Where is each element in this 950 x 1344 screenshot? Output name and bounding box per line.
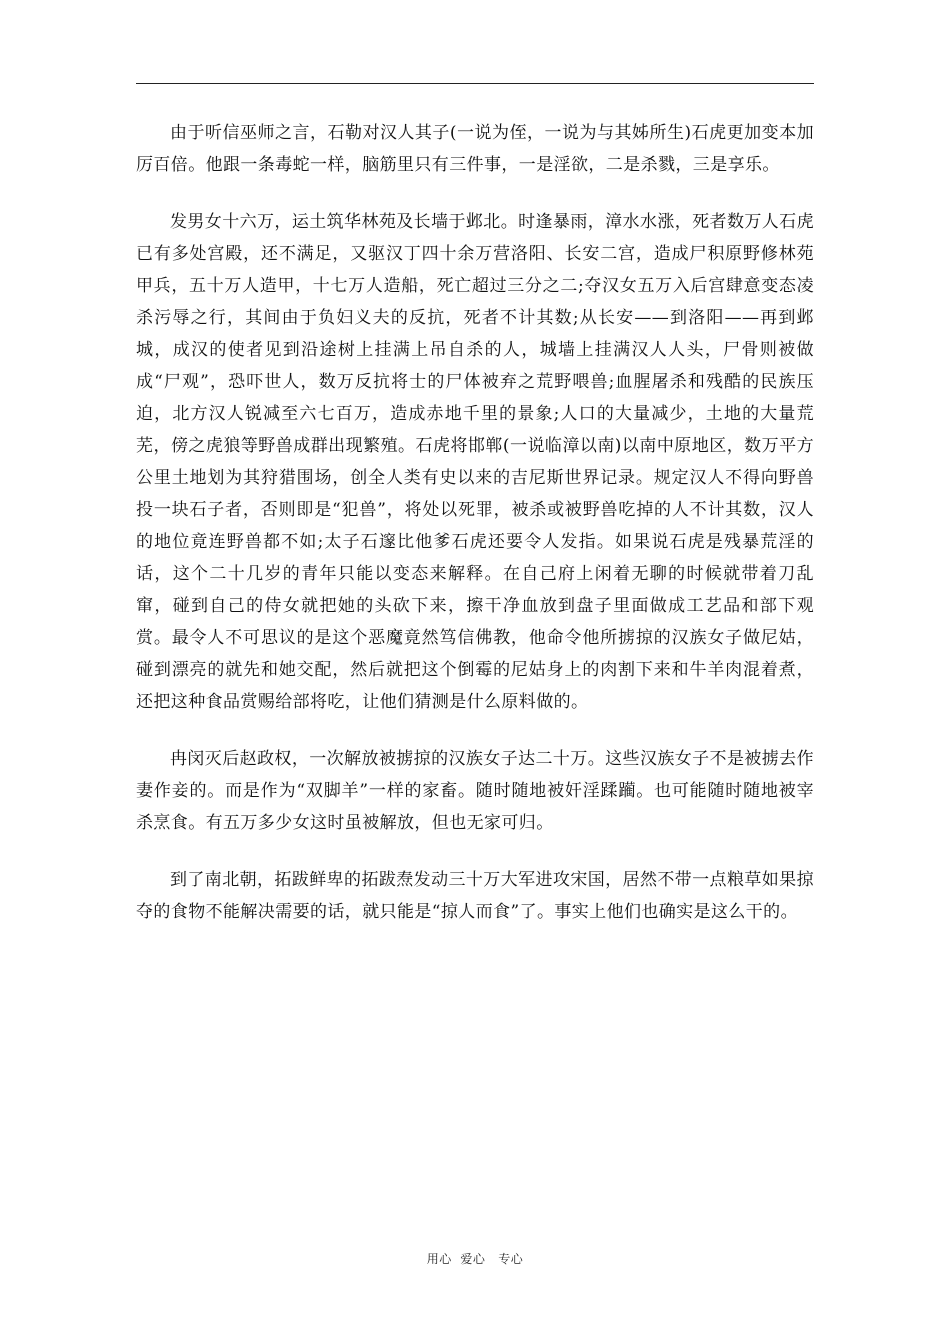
document-body (136, 117, 814, 952)
header-rule (136, 83, 814, 84)
page-footer: 用心 爱心 专心 (426, 1252, 524, 1266)
paragraph: 冉闵灭后赵政权，一次解放被掳掠的汉族女子达二十万。这些汉族女子不是被掳去作妻作妾的。而是作为“双脚羊”一样的家畜。随时随地被奸淫蹂躏。也可能随时随地被宰杀烹食。有五万多少女这时虽被解放，但也无家可归。 (136, 749, 814, 833)
paragraph: 由于听信巫师之言，石勒对汉人其子(一说为侄，一说为与其姊所生)石虎更加变本加厉百倍。他跟一条毒蛇一样，脑筋里只有三件事，一是淫欲，二是杀戮，三是享乐。 (136, 123, 814, 175)
paragraph: 到了南北朝，拓跋鲜卑的拓跋焘发动三十万大军进攻宋国，居然不带一点粮草如果掠夺的食物不能解决需要的话，就只能是“掠人而食”了。事实上他们也确实是这么干的。 (136, 870, 814, 922)
paragraph: 发男女十六万，运土筑华林苑及长墙于邺北。时逢暴雨，漳水水涨，死者数万人石虎已有多处宫殿，还不满足，又驱汉丁四十余万营洛阳、长安二宫，造成尸积原野修林苑甲兵，五十万人造甲，十七万人造船，死亡超过三分之二;夺汉女五万入后宫肆意变态凌杀污辱之行，其间由于负妇义夫的反抗，死者不计其数;从长安——到洛阳——再到邺城，成汉的使者见到沿途树上挂满上吊自杀的人，城墙上挂满汉人人头，尸骨则被做成“尸观”，恐吓世人，数万反抗将士的尸体被弃之荒野喂兽;血腥屠杀和残酷的民族压迫，北方汉人锐减至六七百万，造成赤地千里的景象;人口的大量减少，土地的大量荒芜，傍之虎狼等野兽成群出现繁殖。石虎将邯郸(一说临漳以南)以南中原地区，数万平方公里土地划为其狩猎围场，创全人类有史以来的吉尼斯世界记录。规定汉人不得向野兽投一块石子者，否则即是“犯兽”，将处以死罪，被杀或被野兽吃掉的人不计其数，汉人的地位竟连野兽都不如;太子石邃比他爹石虎还要令人发指。如果说石虎是残暴荒淫的话，这个二十几岁的青年只能以变态来解释。在自己府上闲着无聊的时候就带着刀乱窜，碰到自己的侍女就把她的头砍下来，擦干净血放到盘子里面做成工艺品和部下观赏。最令人不可思议的是这个恶魔竟然笃信佛教，他命令他所掳掠的汉族女子做尼姑，碰到漂亮的就先和她交配，然后就把这个倒霉的尼姑身上的肉割下来和牛羊肉混着煮，还把这种食品赏赐给部将吃，让他们猜测是什么原料做的。 (136, 212, 814, 712)
